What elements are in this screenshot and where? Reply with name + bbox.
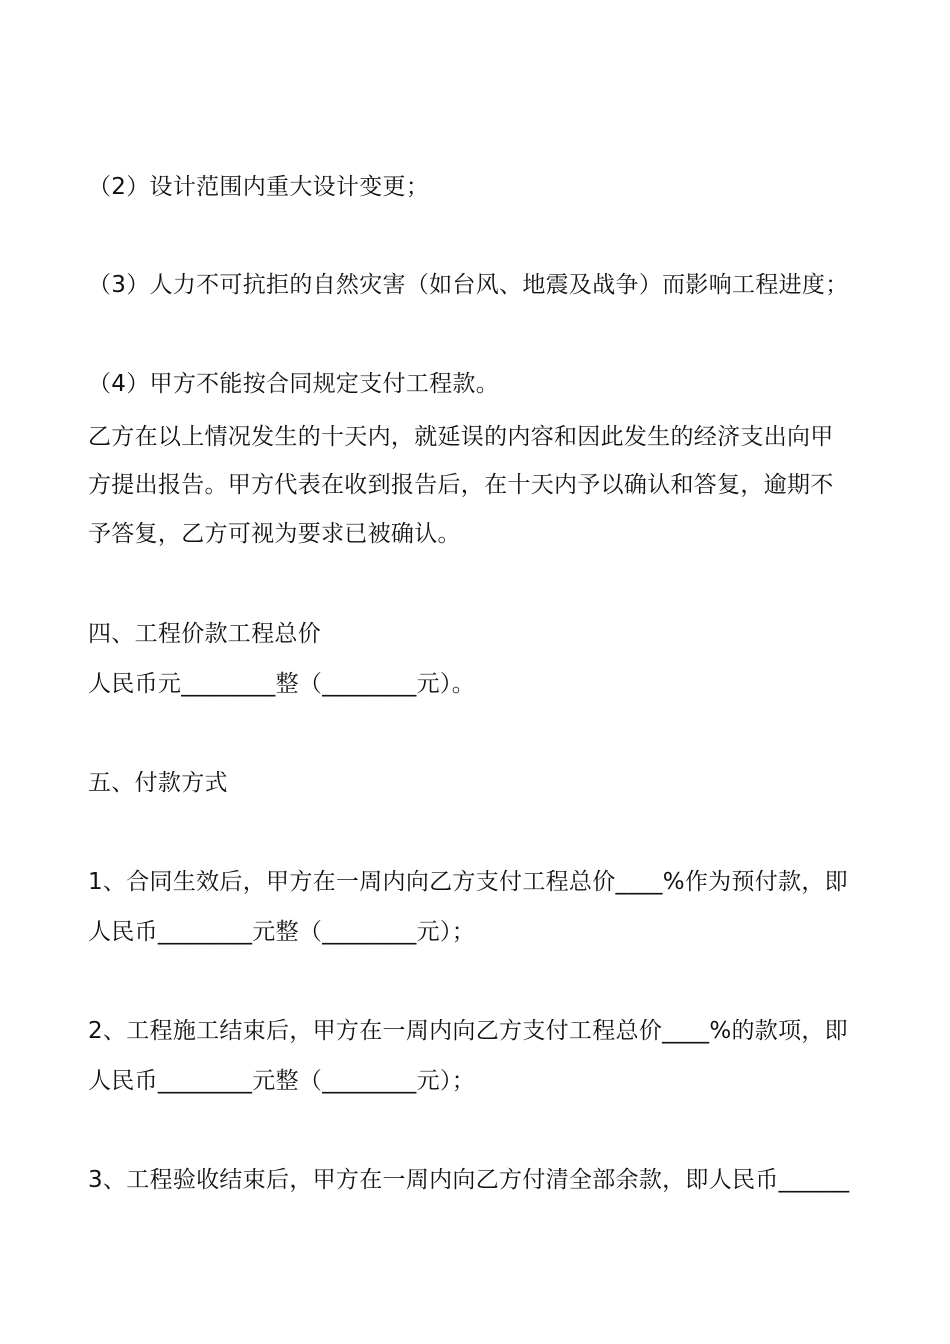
paragraph-line-1: 乙方在以上情况发生的十天内，就延误的内容和因此发生的经济支出向甲 <box>88 424 834 450</box>
clause-item-4: （4）甲方不能按合同规定支付工程款。 <box>88 371 500 397</box>
clause-item-3: （3）人力不可抗拒的自然灾害（如台风、地震及战争）而影响工程进度； <box>88 272 849 298</box>
payment-item-2-line-1: 2、工程施工结束后，甲方在一周内向乙方支付工程总价____%的款项，即 <box>88 1018 848 1044</box>
section-heading-price: 四、工程价款工程总价 <box>88 621 321 647</box>
section-heading-payment: 五、付款方式 <box>88 770 228 796</box>
payment-item-1-line-1: 1、合同生效后，甲方在一周内向乙方支付工程总价____%作为预付款，即 <box>88 869 848 895</box>
payment-item-2-line-2: 人民币________元整（________元）； <box>88 1068 475 1094</box>
total-price-line: 人民币元________整（________元）。 <box>88 671 475 697</box>
clause-item-2: （2）设计范围内重大设计变更； <box>88 174 430 200</box>
paragraph-line-2: 方提出报告。甲方代表在收到报告后，在十天内予以确认和答复，逾期不 <box>88 472 834 498</box>
paragraph-line-3: 予答复，乙方可视为要求已被确认。 <box>88 521 461 547</box>
payment-item-3-line-1: 3、工程验收结束后，甲方在一周内向乙方付清全部余款，即人民币______ <box>88 1167 850 1193</box>
payment-item-1-line-2: 人民币________元整（________元）； <box>88 919 475 945</box>
